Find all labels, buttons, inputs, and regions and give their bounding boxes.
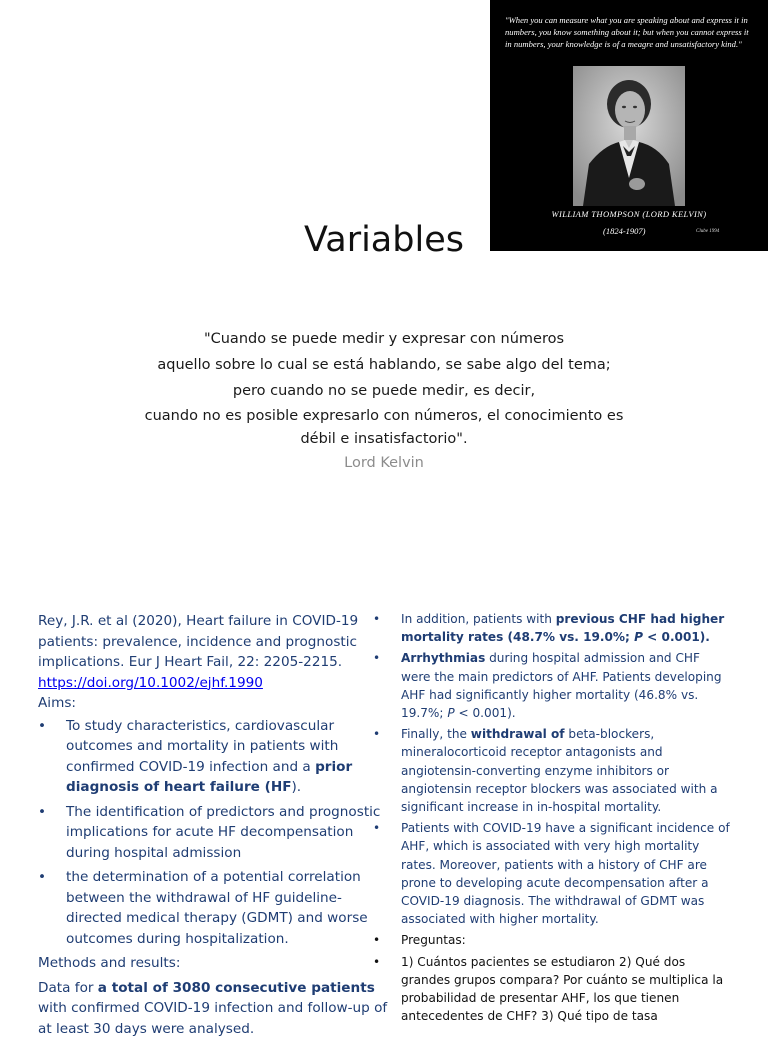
article-reference: Rey, J.R. et al (2020), Heart failure in COVID-19 patients: prevalence, incidence and prognostic implications. Eur J Heart Fail, 22: 2205-2215.	[38, 611, 393, 673]
quote-line: pero cuando no se puede medir, es decir,	[60, 383, 708, 399]
kelvin-years-caption: (1824-1907)	[603, 226, 646, 236]
aim-item: • the determination of a potential correlation between the withdrawal of HF guideline-directed medical therapy (GDMT) and worse outcomes during hospitalization.	[38, 867, 393, 949]
aims-heading: Aims:	[38, 693, 393, 714]
aim-item: • To study characteristics, cardiovascular outcomes and mortality in patients with confirmed COVID-19 infection and a prior diagnosis of heart failure (HF).	[38, 716, 393, 798]
slide-title: Variables	[272, 220, 496, 260]
methods-heading: Methods and results:	[38, 953, 393, 974]
kelvin-portrait-image	[490, 0, 768, 251]
kelvin-name-caption: WILLIAM THOMPSON (LORD KELVIN)	[490, 209, 768, 219]
quote-line: débil e insatisfactorio".	[60, 431, 708, 447]
result-item-chf-mortality: • In addition, patients with previous CHF had higher mortality rates (48.7% vs. 19.0%; P < 0.001).	[373, 610, 733, 646]
result-item-conclusion: • Patients with COVID-19 have a significant incidence of AHF, which is associated with very high mortality rates. Moreover, patients with a history of CHF are prone to developing acute decompensation after a COVID-19 diagnosis. The withdrawal of GDMT was associated with higher mortality.	[373, 819, 733, 928]
quote-line: aquello sobre lo cual se está hablando, se sabe algo del tema;	[60, 357, 708, 373]
slide-article-summary	[0, 600, 768, 1024]
result-item-arrhythmias: • Arrhythmias during hospital admission and CHF were the main predictors of AHF. Patients developing AHF had significantly higher mortality (46.8% vs. 19.7%; P < 0.001).	[373, 649, 733, 722]
article-summary-column	[38, 611, 393, 1039]
results-list	[373, 610, 733, 1025]
kelvin-english-quote: "When you can measure what you are speaking about and express it in numbers, you know something about it; but when you cannot express it in numbers, your knowledge is of a meagre and unsatisfactory kind."	[505, 14, 755, 50]
doi-link[interactable]: https://doi.org/10.1002/ejhf.1990	[38, 675, 263, 691]
image-credit: Clube 1994	[696, 229, 719, 234]
quote-line: cuando no es posible expresarlo con números, el conocimiento es	[60, 408, 708, 424]
methods-text: Data for a total of 3080 consecutive patients with confirmed COVID-19 infection and follow-up of at least 30 days were analysed.	[38, 978, 393, 1039]
questions-heading: • Preguntas:	[373, 931, 733, 949]
portrait-photo	[573, 66, 685, 206]
quote-line: "Cuando se puede medir y expresar con números	[60, 331, 708, 347]
quote-author: Lord Kelvin	[60, 455, 708, 471]
result-item-withdrawal: • Finally, the withdrawal of beta-blockers, mineralocorticoid receptor antagonists and angiotensin-converting enzyme inhibitors or angiotensin receptor blockers was associated with a significant increase in in-hospital mortality.	[373, 725, 733, 816]
questions-item: • 1) Cuántos pacientes se estudiaron 2) Qué dos grandes grupos compara? Por cuánto se multiplica la probabilidad de presentar AHF, los que tienen antecedentes de CHF? 3) Qué tipo de tasa	[373, 953, 733, 1026]
results-column	[373, 610, 733, 1028]
aim-item: • The identification of predictors and prognostic implications for acute HF decompensation during hospital admission	[38, 802, 393, 864]
aims-list	[38, 716, 393, 950]
